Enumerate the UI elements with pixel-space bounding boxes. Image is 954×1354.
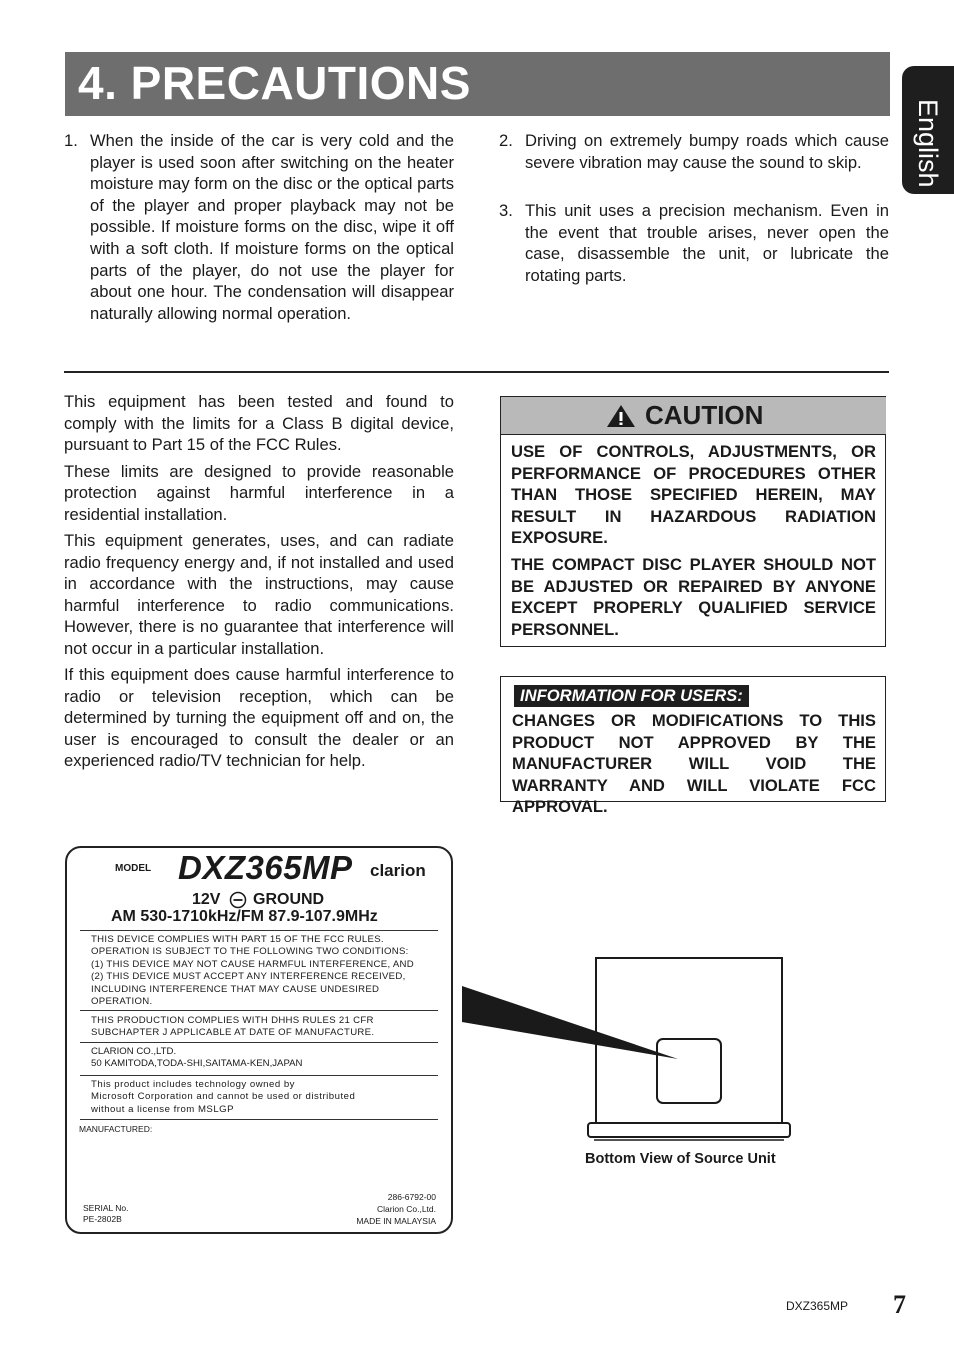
label-divider bbox=[80, 1119, 438, 1120]
label-fcc-notice bbox=[91, 934, 426, 1008]
label-line: Microsoft Corporation and cannot be used or distributed bbox=[91, 1091, 356, 1103]
label-line: MADE IN MALAYSIA bbox=[356, 1216, 436, 1226]
section-divider bbox=[64, 371, 889, 373]
label-line: without a license from MSLGP bbox=[91, 1103, 235, 1115]
info-heading: INFORMATION FOR USERS: bbox=[514, 685, 749, 707]
caution-title: CAUTION bbox=[645, 400, 764, 430]
brand-logo: clarion bbox=[370, 861, 426, 880]
label-voltage: 12V bbox=[192, 891, 221, 908]
label-divider bbox=[80, 1042, 438, 1043]
fcc-paragraph: This equipment generates, uses, and can radiate radio frequency energy and, if not installed and used in accordance with the instructions, may cause harmful interference to radio communications. However, there is no guarantee that interference will not occur in a particular installation. bbox=[64, 531, 454, 658]
item-number: 3. bbox=[499, 201, 513, 220]
label-divider bbox=[80, 1010, 438, 1011]
item-text: When the inside of the car is very cold and the player is used soon after switching on the heater moisture may form on the disc or the optical parts of the player and proper playback may not be possible. If moisture forms on the disc, wipe it off with a soft cloth. If moisture forms on the optical parts of the player, do not use the player for about one hour. The condensation will disappear naturally allowing normal operation. bbox=[90, 131, 454, 323]
fcc-statement bbox=[64, 391, 454, 777]
info-text: CHANGES OR MODIFICATIONS TO THIS PRODUCT NOT APPROVED BY THE MANUFACTURER WILL VOID THE WARRANTY AND WILL VIOLATE FCC APPROVAL. bbox=[512, 711, 876, 817]
fcc-paragraph: This equipment has been tested and found to comply with the limits for a Class B digital device, pursuant to Part 15 of the FCC Rules. bbox=[64, 392, 454, 454]
label-line: 50 KAMITODA,TODA-SHI,SAITAMA-KEN,JAPAN bbox=[91, 1058, 303, 1070]
label-line: (2) THIS DEVICE MUST ACCEPT ANY INTERFERENCE RECEIVED, bbox=[91, 971, 406, 983]
footer-model: DXZ365MP bbox=[786, 1299, 849, 1313]
precaution-item-1 bbox=[64, 130, 454, 324]
label-line: THIS DEVICE COMPLIES WITH PART 15 OF THE FCC RULES. bbox=[91, 934, 384, 945]
warning-triangle-icon bbox=[606, 404, 636, 428]
model-caption: MODEL bbox=[115, 863, 152, 874]
label-maker-info bbox=[330, 1191, 436, 1227]
label-company bbox=[91, 1046, 431, 1071]
label-line: INCLUDING INTERFERENCE THAT MAY CAUSE UNDESIRED bbox=[91, 983, 380, 995]
label-dhhs-notice bbox=[91, 1015, 431, 1040]
caution-paragraph: THE COMPACT DISC PLAYER SHOULD NOT BE ADJUSTED OR REPAIRED BY ANYONE EXCEPT PROPERLY QUALIFIED SERVICE PERSONNEL. bbox=[511, 554, 876, 639]
precaution-item-3 bbox=[499, 200, 889, 286]
label-divider bbox=[80, 930, 438, 931]
label-ground: GROUND bbox=[253, 891, 325, 908]
page-title: 4. PRECAUTIONS bbox=[78, 57, 471, 109]
diagram-caption: Bottom View of Source Unit bbox=[585, 1151, 776, 1167]
caution-body bbox=[511, 441, 876, 645]
label-line: PE-2802B bbox=[83, 1214, 122, 1224]
label-line: CLARION CO.,LTD. bbox=[91, 1046, 177, 1057]
label-line: (1) THIS DEVICE MAY NOT CAUSE HARMFUL INTERFERENCE, AND bbox=[91, 958, 415, 970]
model-name: DXZ365MP bbox=[178, 849, 353, 886]
item-text: Driving on extremely bumpy roads which cause severe vibration may cause the sound to skip. bbox=[525, 131, 889, 172]
label-line: THIS PRODUCTION COMPLIES WITH DHHS RULES 21 CFR bbox=[91, 1015, 374, 1026]
item-number: 2. bbox=[499, 131, 513, 150]
caution-paragraph: USE OF CONTROLS, ADJUSTMENTS, OR PERFORMANCE OF PROCEDURES OTHER THAN THOSE SPECIFIED HEREIN, MAY RESULT IN HAZARDOUS RADIATION EXPOSURE. bbox=[511, 442, 876, 548]
source-unit-bottom-diagram bbox=[458, 950, 798, 1150]
fcc-paragraph: If this equipment does cause harmful interference to radio or television reception, which can be determined by turning the equipment off and on, the user is encouraged to consult the dealer or an experienced radio/TV technician for help. bbox=[64, 665, 454, 770]
label-line: SERIAL No. bbox=[83, 1203, 129, 1213]
fcc-paragraph: These limits are designed to provide reasonable protection against harmful interference in a residential installation. bbox=[64, 461, 454, 524]
label-divider bbox=[80, 1075, 438, 1076]
label-manufactured: MANUFACTURED: bbox=[79, 1124, 153, 1134]
label-bands: AM 530-1710kHz/FM 87.9-107.9MHz bbox=[111, 908, 378, 925]
label-microsoft-notice bbox=[91, 1079, 431, 1116]
item-number: 1. bbox=[64, 131, 78, 150]
label-line: SUBCHAPTER J APPLICABLE AT DATE OF MANUFACTURE. bbox=[91, 1027, 375, 1039]
item-text: This unit uses a precision mechanism. Even in the event that trouble arises, never open the case, disassemble the unit, or lubricate the rotating parts. bbox=[525, 201, 889, 285]
label-line: 286-6792-00 bbox=[387, 1192, 436, 1202]
page-number: 7 bbox=[893, 1290, 906, 1319]
label-line: Clarion Co.,Ltd. bbox=[376, 1204, 436, 1214]
label-line: This product includes technology owned by bbox=[91, 1079, 295, 1090]
label-line: OPERATION IS SUBJECT TO THE FOLLOWING TWO CONDITIONS: bbox=[91, 946, 409, 958]
language-tab-label: English bbox=[913, 99, 943, 188]
label-serial bbox=[83, 1203, 129, 1225]
precaution-item-2 bbox=[499, 130, 889, 173]
label-line: OPERATION. bbox=[91, 996, 153, 1008]
